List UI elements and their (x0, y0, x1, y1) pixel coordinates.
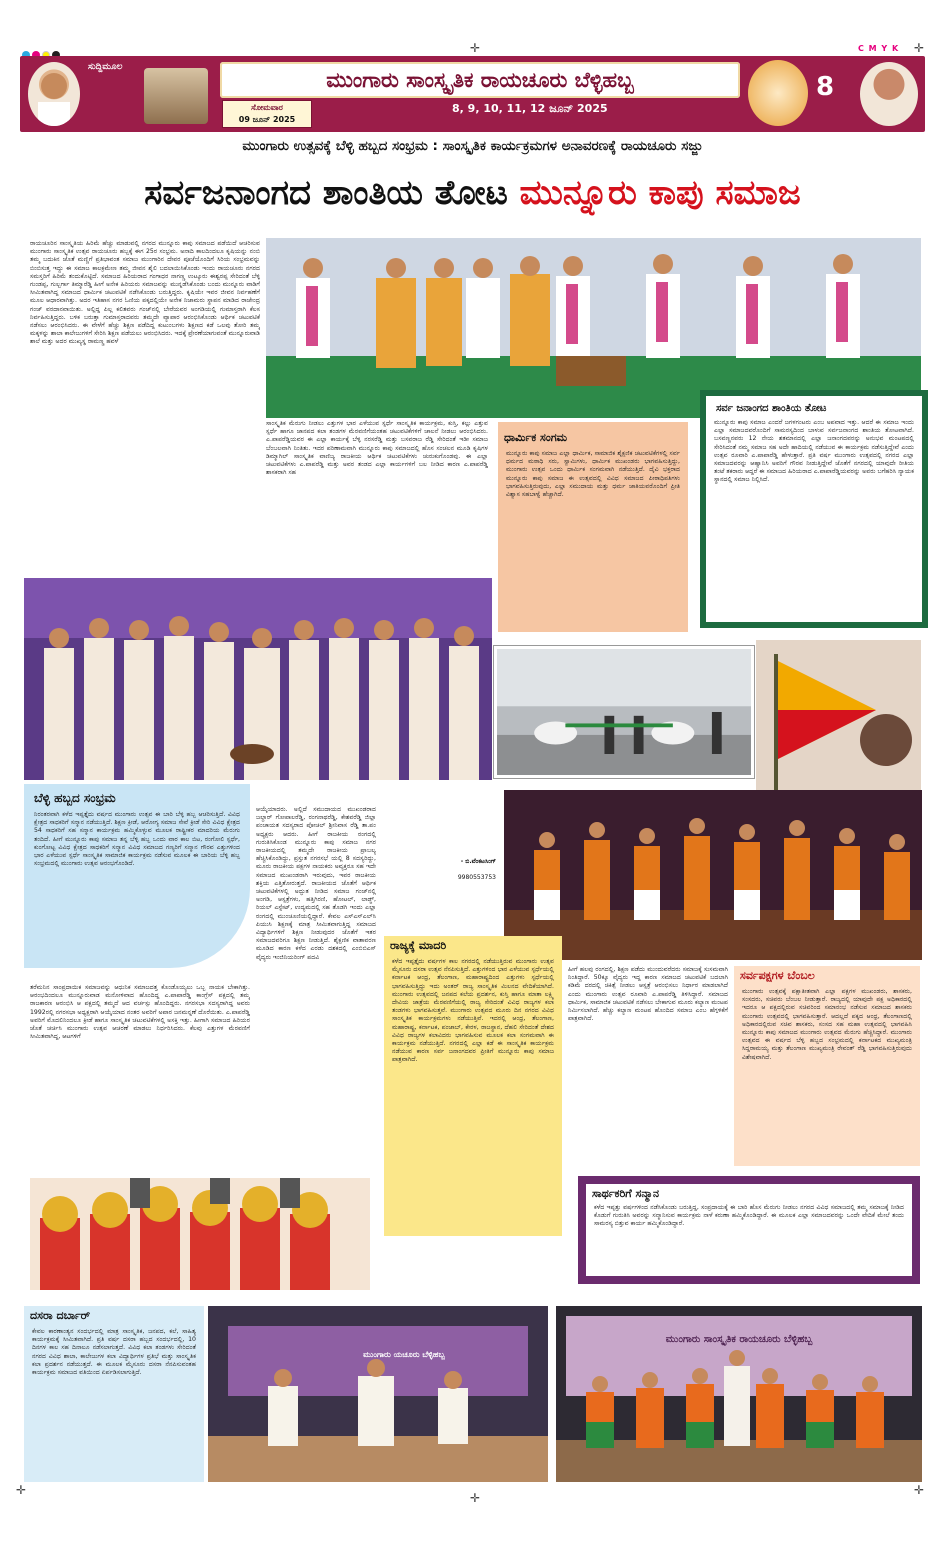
box-silver (24, 784, 250, 968)
festival-dates: 8, 9, 10, 11, 12 ಜೂನ್ 2025 (452, 102, 608, 115)
box-parties-title: ಸರ್ವಪಕ್ಷಗಳ ಬೆಂಬಲ (740, 969, 815, 982)
stage-banner-left: ಮುಂಗಾರು ಯಚೂರು ಬೆಳ್ಳಿಹಬ್ಬ (363, 1350, 445, 1359)
box-religious-title: ಧಾರ್ಮಿಕ ಸಂಗಮ (504, 431, 568, 444)
headline (20, 162, 925, 224)
kicker: ಮುಂಗಾರು ಉತ್ಸವಕ್ಕೆ ಬೆಳ್ಳಿ ಹಬ್ಬದ ಸಂಭ್ರಮ : ಸಾಂಸ್ಕೃತಿಕ ಕಾರ್ಯಕ್ರಮಗಳ ಅನಾವರಣಕ್ಕೆ ರಾಯಚೂರು ಸಜ್ಜು (242, 138, 703, 154)
box-parties-text: ಮುಂಗಾರು ಉತ್ಸವಕ್ಕೆ ಪಕ್ಷಾತೀತವಾಗಿ ಎಲ್ಲಾ ಪಕ್ಷಗಳ ಮುಖಂಡರು, ಶಾಸಕರು, ಸಂಸದರು, ಸಚಿವರು ಬೆಂಬಲ ನೀಡುತ್ತಾರೆ. ರಾಜ್ಯದಲ್ಲಿ ಯಾವುದೇ ಪಕ್ಷ ಅಧಿಕಾರದಲ್ಲಿ ಇದರೂ ಆ ಪಕ್ಷದಲ್ಲಿರುವ ಸಚಿವರಿಂದ ಸಮಾರಂಭ ನಡೆಸುವ ಸಮಾಜದ ಶಾಸಕರು ಮುಂಗಾರು ಉತ್ಸವದಲ್ಲಿ ಭಾಗವಹಿಸುತ್ತಾರೆ. ಆದಲ್ಲದೆ ಪಕ್ಕದ ಆಂಧ್ರ, ತೆಲಂಗಾಣದಲ್ಲಿ ಅಧಿಕಾರದಲ್ಲಿರುವ ಸಚಿವ ಶಾಸಕರು, ಸಂಸದ ಸಹ ಮಹಾ ಉತ್ಸವದಲ್ಲಿ ಭಾಗವಹಿಸಿ ಮುನ್ನೂರು ಕಾಪು ಸಮಾಜದ ಮುಂಗಾರು ಉತ್ಸವದ ಮೆರುಗು ಹೆಚ್ಚಿಸಿದ್ದಾರೆ. ಮುಂಗಾರು ಉತ್ಸವದ ಈ ವರ್ಷದ ಬೆಳ್ಳಿ ಹಬ್ಬದ ಸಂಭ್ರಮದಲ್ಲಿ ಕರ್ನಾಟಕದ ಮುಖ್ಯಮಂತ್ರಿ ಸಿದ್ದರಾಮಯ್ಯ ಮತ್ತು ತೆಲಂಗಾಣ ಮುಖ್ಯಮಂತ್ರಿ ರೇವಂತ್ ರೆಡ್ಡಿ ಭಾಗವಹಿಸುತ್ತಿರುವುದು ವಿಶೇಷವಾಗಿದೆ. (742, 988, 912, 1061)
date-label: 09 ಜೂನ್ 2025 (238, 115, 296, 124)
box-state-text: ಕಳೆದ ಇಪ್ಪತ್ತೈದು ವರ್ಷಗಳ ಕಾಲ ನಗರದಲ್ಲಿ ನಡೆಯುತ್ತಿರುವ ಮುಂಗಾರು ಉತ್ಸವ ಮೈಸೂರು ದಸರಾ ಉತ್ಸವ ನೆನಪಿಸುತ್ತಿದೆ. ಎತ್ತುಗಳಿಂದ ಭಾರ ಎಳೆಯುವ ಸ್ಪರ್ಧೆಯಲ್ಲಿ ಕರ್ನಾಟಕ ಆಂಧ್ರ, ತೆಲಂಗಾಣ, ಮಹಾರಾಷ್ಟ್ರದಿಂದ ಎತ್ತುಗಳು ಸ್ಪರ್ಧೆಯಲ್ಲಿ ಭಾಗವಹಿಸುತ್ತಿದ್ದು ಇದು ಅಂತರ್ ರಾಜ್ಯ ಸಾಂಸ್ಕೃತಿಕ ಮಿಲನದ ವೇದಿಕೆಯಾಗಿದೆ. ಮುಂಗಾರು ಉತ್ಸವದಲ್ಲಿ ಜನಪದ ಕಲೆಯ ಪ್ರದರ್ಶನ, ಕುಸ್ತಿ ಹಾಗೂ ಮಾತಾ ಲಕ್ಷ್ಮಿ ದೇವಿಯ ಜಾತ್ರೆಯ ಮೆರವಣಿಗೆಯಲ್ಲಿ ರಾಜ್ಯ ಸೇರಿದಂತೆ ವಿವಿಧ ರಾಜ್ಯಗಳ ಕಲಾ ತಂಡಗಳು ಭಾಗವಹಿಸುತ್ತವೆ. ಮುಂಗಾರು ಉತ್ಸವದ ಮೂರು ದಿನ ನಗರದ ವಿವಿಧ ಸಾಂಸ್ಕೃತಿಕ ಕಾರ್ಯಕ್ರಮಗಳು ನಡೆಯುತ್ತಿವೆ. ಇದರಲ್ಲಿ ಆಂಧ್ರ, ತೆಲಂಗಾಣ, ಮಹಾರಾಷ್ಟ್ರ, ಕರ್ನಾಟಕ, ಪಂಜಾಬ್, ಕೇರಳ, ರಾಜಸ್ಥಾನ, ದೆಹಲಿ ಸೇರಿದಂತೆ ದೇಶದ ವಿವಿಧ ರಾಜ್ಯಗಳ ಕಲಾವಿದರು ಭಾಗವಹಿಸುವ ಮೂಲಕ ಕಲಾ ಸಂಗಮವಾಗಿ ಈ ಕಾರ್ಯಕ್ರಮ ನಡೆಯುತ್ತಿದೆ. ನಗರದಲ್ಲಿ ಎಲ್ಲಾ ಕಡೆ ಈ ಸಾಂಸ್ಕೃತಿಕ ಕಾರ್ಯಕ್ರಮ ನಡೆಯುವ ಕಾರಣ ಸರ್ವ ಜನಾಂಗದವರ ಪ್ರೀತಿಗೆ ಮುನ್ನೂರು ಕಾಪು ಸಮಾಜ ಪಾತ್ರವಾಗಿದೆ. (392, 958, 554, 1064)
box-honour-text: ಕಳೆದ ಇಪ್ಪತ್ತು ವರ್ಷಗಳಿಂದ ನಡೆಸಿಕೊಂಡು ಬರುತ್ತಿದ್ದ, ಸಂಪ್ರದಾಯಕ್ಕೆ ಈ ಬಾರಿ ಹೊಸ ಮೆರುಗು ನೀಡಲು ನಗರದ ವಿವಿಧ ಸಮಾಜದಲ್ಲಿ ತಮ್ಮ ಸಮಾಜಕ್ಕೆ ನೀಡಿದ ಕೊಡುಗೆ ಗುರುತಿಸಿ ಅವರನ್ನು ಸನ್ಮಾನಿಸುವ ಕಾರ್ಯಕ್ರಮ ನಾಳೆ ಕರುಣಾ ಹಮ್ಮಿಕೊಂಡಿದ್ದಾರೆ. ಈ ಮೂಲಕ ಎಲ್ಲಾ ಸಮಾಜದವರನ್ನು ಒಂದೇ ವೇದಿಕೆ ಮೇಲೆ ತಂದು ಸಾಮರಸ್ಯ ಬಿತ್ತುವ ಕಾರ್ಯ ಹಮ್ಮಿಕೊಂಡಿದ್ದಾರೆ. (594, 1204, 904, 1228)
box-honour-title: ಸಾರ್ಥಕರಿಗೆ ಸನ್ಮಾನ (592, 1187, 659, 1200)
yakshagana-photo (30, 1178, 370, 1290)
masthead-dancer (748, 60, 808, 126)
box-dasara (24, 1306, 204, 1482)
masthead-title: ಮುಂಗಾರು ಸಾಂಸ್ಕೃತಿಕ ರಾಯಚೂರು ಬೆಳ್ಳಿಹಬ್ಬ (326, 68, 634, 92)
stage-banner-right: ಮುಂಗಾರು ಸಾಂಸ್ಕೃತಿಕ ರಾಯಚೂರು ಬೆಳ್ಳಿಹಬ್ಬ (665, 1334, 813, 1345)
box-dasara-title: ದಸರಾ ದರ್ಬಾರ್ (30, 1309, 91, 1322)
masthead-title-panel (220, 62, 740, 98)
box-parties (734, 966, 920, 1166)
bullock-race-photo (494, 646, 754, 778)
box-honour (578, 1176, 920, 1284)
box-silver-title: ಬೆಳ್ಳಿ ಹಬ್ಬದ ಸಂಭ್ರಮ (34, 791, 116, 805)
lead-article-col2: ಸಾಂಸ್ಕೃತಿಕ ಮೆರುಗು ನೀಡಲು ಎತ್ತುಗಳ ಭಾರ ಎಳೆಯುವ ಸ್ಪರ್ಧೆ ಸಾಂಸ್ಕೃತಿಕ ಕಾರ್ಯಕ್ರಮ, ಕುಸ್ತಿ, ಕಲ್ಲು ಎತ್ತುವ ಸ್ಪರ್ಧೆ ಹಾಗೂ ಜಾನಪದ ಕಲಾ ತಂಡಗಳ ಮೆರವಣಿಗೆಯಂತಹ ಚಟುವಟಿಕೆಗಳಿಗೆ ಚಾಲನೆ ನೀಡಲು ಆರಂಭಿಸಿದರು. ಎ.ಪಾಪರೆಡ್ಡಿಯವರ ಈ ಎಲ್ಲಾ ಕಾರ್ಯಕ್ಕೆ ಬೆಳ್ಳಿ ನರಸರೆಡ್ಡಿ ಮತ್ತು ಬಸವರಾಜ ರೆಡ್ಡಿ ಸೇರಿದಂತೆ ಇಡೀ ಸಮಾಜ ಬೆಂಬಲವಾಗಿ ನಿಂತಿತು. ಇದರ ಪರಿಣಾಮವಾಗಿ ಮುನ್ನೂರು ಕಾಪು ಸಮಾಜದಲ್ಲಿ ಹೊಸ ಸಂಚಲನ ಮೂಡಿ ಕೃಷಿಗಳ ಡಿಮ್ಮಾಗಿಲ್ ಸಾಂಸ್ಕೃತಿಕ ವಾಣಿಜ್ಯ ರಾಜಕೀಯ ಆರ್ಥಿಕ ಚಟುವಟಿಕೆಗಳು ಚುರುಕುಗೊಂಡವು. ಈ ಎಲ್ಲಾ ಚಟುವಟಿಕೆಗಳು ಎ.ಪಾಪರೆಡ್ಡಿ ಮತ್ತು ಅವರ ತಂಡದ ಎಲ್ಲಾ ಕಾರ್ಯಗಳಿಗೆ ಬಲ ನೀಡಿದ ಕಾರಣ ಎ.ಪಾಪರೆಡ್ಡಿ ಶಾಸಕರಾಗಿ ಸಹ (266, 420, 488, 477)
masthead-photo (144, 68, 208, 124)
lead-article-col1: ರಾಯಚೂರಿನ ಸಾಂಸ್ಕೃತಿಯ ಹಿರಿಮೆ ಹೆಚ್ಚು ಮಾಡುವಲ್ಲಿ ನಗರದ ಮುನ್ನೂರು ಕಾಪು ಸಮಾಜದ ಪಡೆಯಿದೆ ಆಚರಿಸುವ ಮುಂಗಾರು ಸಾಂಸ್ಕೃತಿಕ ಉತ್ಸವ ರಾಯಚೂರು ಹಬ್ಬಕ್ಕೆ ಈಗ 25ರ ಸಂಭ್ರಮ. ಅನಾದಿ ಕಾಲದಿಂದಲೂ ಕೃಷಿಯನ್ನು ನಂಬಿ ತಮ್ಮ ಬದುಕಿನ ಜೊತೆ ಮಣ್ಣಿಗೆ ಪ್ರತಿಭಾವಂತ ಸಮಾಜ ಮುಂಗಾರಿನ ದೇವರ ಪೂಜೆಯೊಂದಿಗೆ ಸಿರಿಯ ಸಂಭ್ರಮವನ್ನು ಬಿಂಬಿಸುತ್ತ ಇದ್ದು ಈ ಸಮಾಜ ಕಾಲಕ್ರಮೇಣ ತಮ್ಮ ಜೀವನ ಶೈಲಿ ಬದಲಾಯಿಸಿಕೊಂಡು ಇಂದು ರಾಯಚೂರು ನಗರದ ಸಮಸ್ತರಿಗೆ ಹಿರಿಮೆ ತಂದುಕೊಟ್ಟಿದೆ. ಸಮಾಜದ ಹಿರಿಯರಾದ ಗಂಗಾಧರ ನಾಗಣ್ಣ ಉಟ್ಕೂರು ಈಶ್ವರಪ್ಪ ಸೇರಿದಂತೆ ಬೆಳ್ಳಿ ಗುಂಡಪ್ಪ, ಗುಲ್ಬರ್ಗಾ ತಿಮ್ಮಾರೆಡ್ಡಿ ಹೀಗೆ ಅನೇಕ ಹಿರಿಯರು ಸಮಾಜವನ್ನು ಮುನ್ನಡೆಸಿಕೊಂಡು ಬಂದು ಮುನ್ನೂರು ವಾಡಿಗೆ ಸೀಮಿತವಾಗಿದ್ದ ಸಮಾಜದ ಧಾರ್ಮಿಕ ಚಟುವಟಿಕೆ ನಡೆಸಿಕೊಂಡು ಬರುತ್ತಿದ್ದರು. ಕೃಷಿಯೇ ಇವರ ಜೀವನ ನಿರ್ವಹಣೆಗೆ ಮೂಲ ಆಧಾರವಾಗಿತ್ತು. ಅದರ ಇತಿಹಾಸ ನಗರ ಓಣಿಯ ಪಕ್ಕದಲ್ಲಿಯೇ ಅನೇಕ ನಿಜಾಮರು ಸ್ಥಾಪನ ಮಾಡಿದ ರಾಜೇಂದ್ರ ಗಂಜ್ ವರದಾನವಾಯಿತು. ಅಲ್ಲಿದ್ದ ಪಿಲ್ಲ ಕಲಿತವರು ಗಂಜ್‌ನಲ್ಲಿ ಬೇರೆಯವರ ಅಂಗಡಿಯಲ್ಲಿ ಗುಮಾಸ್ತರಾಗಿ ಕೆಲಸ ನಿರ್ವಹಿಸುತ್ತಿದ್ದರು. ಬಳಿಕ ಬರುತ್ತಾ ಗುಮಾಸ್ತರಾದವರು ತಮ್ಮದೇ ವ್ಯಾಪಾರ ಆರಂಭಿಸಿಕೊಂಡು ಆರ್ಥಿಕ ಚಟುವಟಿಕೆ ನಡೆಸಲು ಆರಂಭಿಸಿದರು. ಈ ವೇಳೆಗೆ ಹೆಚ್ಚು ಶಿಕ್ಷಣ ಪಡೆದಿದ್ದ ಕುಟುಂಬಗಳು ಶಿಕ್ಷಣದ ಕಡೆ ಒಲವು ತೋರಿ ತಮ್ಮ ಮಕ್ಕಳನ್ನು ಶಾಲಾ ಕಾಲೇಜುಗಳಿಗೆ ಸೇರಿಸಿ ಶಿಕ್ಷಣ ಪಡೆಯಲು ಆರಂಭಿಸಿದರು. ಇದಕ್ಕೆ ಪ್ರೇರಣೆಯಾಗುವಂತೆ ಮುನ್ನೂರುವಾಡಿ ಶಾಲೆ ಮತ್ತು ಅದರ ಮುಖ್ಯಸ್ಥ ರಾಮಣ್ಣ ಹವಳೆ (30, 240, 260, 346)
box-dasara-text: ಕೇವಲ ಕಾರಣಾಂತ್ಯನ ಸಂದರ್ಭದಲ್ಲಿ ಮಾತ್ರ ಸಾಂಸ್ಕೃತಿಕ, ಜನಪದ, ಕಲೆ, ಸಾಹಿತ್ಯ ಕಾರ್ಯಕ್ರಮಕ್ಕೆ ಸೀಮಿತವಾಗಿದೆ. ಪ್ರತಿ ವರ್ಷ ದಸರಾ ಹಬ್ಬದ ಸಂದರ್ಭದಲ್ಲಿ, 10 ದಿನಗಳ ಕಾಲ ಸಹ ದಿನಾಲೂ ನಡೆಸಲಾಗುತ್ತದೆ. ವಿವಿಧ ಕಲಾ ತಂಡಗಳು ಸೇರಿದಂತೆ ನಗರದ ವಿವಿಧ ಶಾಲಾ, ಕಾಲೇಜುಗಳ ಕಲಾ ವಿದ್ಯಾರ್ಥಿಗಳ ಪ್ರತಿಭೆ ಮತ್ತು ಸಾಂಸ್ಕೃತಿಕ ಕಲಾ ಪ್ರದರ್ಶನ ನಡೆಯುತ್ತದೆ. ಈ ಮೂಲಕ ಮೈಸೂರು ದಸರಾ ನೆನಪಿಸುವಂತಹ ಕಾರ್ಯಕ್ರಮ ಸಮಾಜದ ವತಿಯಿಂದ ಏರ್ಪಡಿಸಲಾಗುತ್ತಿದೆ. (32, 1328, 196, 1377)
headline-black: ಸರ್ವಜನಾಂಗದ ಶಾಂತಿಯ ತೋಟ (144, 173, 508, 213)
box-religious-text: ಮುನ್ನೂರು ಕಾಪು ಸಮಾಜ ಎಲ್ಲಾ ಧಾರ್ಮಿಕ, ಸಾಮಾಜಿಕ ಶೈಕ್ಷಣಿಕ ಚಟುವಟಿಕೆಗಳಲ್ಲಿ ಸರ್ವ ಧರ್ಮದ ಮಠಾಧಿ ಸರು, ಸ್ವಾಮಿಗಳು, ಧಾರ್ಮಿಕ ಮುಖಂಡರು ಭಾಗವಹಿಸುತ್ತಿದ್ದು, ಮುಂಗಾರು ಉತ್ಸವ ಒಂದು ಧಾರ್ಮಿಕ ಸಂಗಮವಾಗಿ ನಡೆಯುತ್ತಿದೆ. ದೈವಿ ಭಕ್ತರಾದ ಮುನ್ನೂರು ಕಾಪು ಸಮಾಜ ಈ ಉತ್ಸವದಲ್ಲಿ ವಿವಿಧ ಸಮಾಜದ ಪೀಠಾಧಿಪತಿಗಳು ಭಾಗವಹಿಸುತ್ತಿರುವುದು, ಎಲ್ಲಾ ಸಮುದಾಯ ಮತ್ತು ಧರ್ಮ ಜಾತಿಯವರೊಂದಿಗೆ ಪ್ರೀತಿ ವಿಶ್ವಾಸ ಸಹಬಾಳ್ವೆ ಹೆಚ್ಚಾಗಿದೆ. (506, 450, 680, 499)
date-badge (222, 100, 312, 128)
mid-article-col-b: ತರೆಮನಿನ ಸಾಂಪ್ರದಾಯಿಕ ಸಮಾಜವನ್ನು ಆಧುನಿಕ ಸಮಾಜದತ್ತ ಕೊಂಡೊಯ್ಯಲು ಒಬ್ಬ ನಾಯಕ ಬೇಕಾಗಿತ್ತು. ಆರಂಭದಿಂದಲೂ ಮುನ್ನೂರುವಾಡ ಮನೋಳಿವಾದ ಹೊಂದಿದ್ದ ಎ.ಪಾಪಾರೆಡ್ಡಿ ಕಾಂಗ್ರೆಸ್ ಪಕ್ಷದಲ್ಲಿ ತಮ್ಮ ರಾಜಕಾರಣ ಆರಂಭಿಸಿ ಆ ಪಕ್ಷದಲ್ಲಿ ತಮ್ಮದೆ ಆದ ವರ್ಚಸ್ಸು ಹೊಂದಿದ್ದರು. ನಗರಸಭಾ ಸದಸ್ಯರಾಗಿದ್ದ ಅವರು 1992ರಲ್ಲಿ ನಗರಸಭಾ ಅಧ್ಯಕ್ಷರಾಗಿ ಆಯ್ಕೆಯಾದ ನಂತರ ಅವರಿಗೆ ಅಪಾರ ಜನಮನ್ನಣೆ ದೊರೆಯಿತು. ಎ.ಪಾಪರೆಡ್ಡಿ ಅವರಿಗೆ ಮೊದಲಿನಿಂದಲೂ ಕ್ರೀಡೆ ಹಾಗೂ ಸಾಂಸ್ಕೃತಿಕ ಚಟುವಟಿಕೆಗಳಲ್ಲಿ ಅಸಕ್ತಿ ಇತ್ತು. ಹೀಗಾಗಿ ಸಮಾಜದ ಹಿರಿಯರ ಜೊತೆ ಚರ್ಚಿಸಿ ಮುಂಗಾರು ಉತ್ಸವ ಆಚರಣೆ ಮಾಡಲು ನಿರ್ಧರಿಸಿದರು. ಕೆಲವು ಎತ್ತುಗಳ ಮೆರವಣಿಗೆ ಸೀಮಿತವಾಗಿದ್ದ, ಆಟಗಳಿಗೆ (30, 984, 250, 1041)
masthead-portrait-right (860, 62, 918, 126)
cmyk-label: C M Y K (858, 44, 900, 53)
box-silver-text: ನಿರಂತರವಾಗಿ ಕಳೆದ ಇಪ್ಪತ್ತೈದು ವರ್ಷದ ಮುಂಗಾರು ಉತ್ಸವ ಈ ಬಾರಿ ಬೆಳ್ಳಿ ಹಬ್ಬ ಆಚರಿಸುತ್ತಿದೆ. ವಿವಿಧ ಕ್ಷೇತ್ರದ ಸಾಧಕರಿಗೆ ಸನ್ಮಾನ ನಡೆಯುತ್ತಿದೆ. ಶಿಕ್ಷಣ ಕ್ರೀಡೆ, ಆರೋಗ್ಯ ಸಮಾಜ ಸೇವೆ ಕ್ರೀಡೆ ಸೇರಿ ವಿವಿಧ ಕ್ಷೇತ್ರದ 54 ಸಾಧಕರಿಗೆ ಸಹ ಸನ್ಮಾನ ಕಾರ್ಯಕ್ರಮ ಹಮ್ಮಿಕೊಳ್ಳುವ ಮೂಲಕ ರಾಷ್ಟ್ರೀಕರ ಮಾದರಿಯ ಮೆರುಗು ತಂದಿದೆ. ಹೀಗೆ ಮುನ್ನೂರು ಕಾಪು ಸಮಾಜ ತನ್ನ ಬೆಳ್ಳಿ ಹಬ್ಬ ಒಂದು ವಾರ ಕಾಲ ಬಿಟ, ರಂಗೋಲಿ ಸ್ಪರ್ಧೆ, ಕುಂಗೋಟ್ಟ ವಿವಿಧ ಕ್ಷೇತ್ರದ ಸಾಧಕರಿಗೆ ಸನ್ಮಾನ ವಿವಿಧ ಸಮಾಜದ ಗಣ್ಯರಿಗೆ ಸನ್ಮಾನ ಗೌರವ ಎತ್ತುಗಳಿಂದ ಭಾರ ಎಳೆಯುವ ಸ್ಪರ್ಧೆ ಸಾಂಸ್ಕೃತಿಕ ಸಾಮಾಜಿಕ ಕಾರ್ಯಕ್ರಮ ನಡೆಸುವ ಮೂಲಕ ಈ ಬಾರಿಯ ಬೆಳ್ಳಿ ಹಬ್ಬ ಸಂಭ್ರಮದಲ್ಲಿ ಮುಂಗಾರು ಉತ್ಸವ ಆರಂಭಗೊಂಡಿದೆ. (34, 811, 240, 868)
mid-article-col-a: ಆಯ್ಕೆಯಾದರು. ಅಲ್ಲಿದೆ ಸಮುದಾಯದ ಮುಖಂಡರಾದ ಜಲ್ದಾರ್ ಗೋಪಾಲರೆಡ್ಡಿ, ರಂಗನಾಥರೆಡ್ಡಿ, ಕೇಶವರೆಡ್ಡಿ ಜಿಲ್ಲಾ ಪಂಚಾಯತ ಸದಸ್ಯರಾದ ಪೋಚಲ್ ಶ್ರೀನಿವಾಸ ರೆಡ್ಡಿ ತಾ.ಪಂ ಅಧ್ಯಕ್ಷರು ಆದರು. ಹೀಗೆ ರಾಜಕೀಯ ರಂಗದಲ್ಲಿ ಗುರುತಿಸಿಕೊಂಡ ಮುನ್ನೂರು ಕಾಪು ಸಮಾಜ ನಗರ ರಾಜಕೀಯದಲ್ಲಿ ತಮ್ಮದೇ ರಾಜಕೀಯ ಪ್ರಾಬಲ್ಯ ಹೆಚ್ಚಿಸಿಕೊಂಡಿದ್ದು, ಪ್ರಸ್ತುತ ನಗರಸಭೆ ಯಲ್ಲಿ 8 ಸದಸ್ಯರಿದ್ದು, ಮೂರು ರಾಜಕೀಯ ಪಕ್ಷಗಳ ನಾಯಕರು ಅವ್ಯಕ್ತರೂ ಸಹ ಇದೇ ಸಮಾಜದ ಮುಖಂಡರಾಗಿ ಇರುವುದು, ಇವರ ರಾಜಕೀಯ ಶಕ್ತಿಯ ಎತ್ತಿತೋರುತ್ತದೆ. ರಾಜಕೀಯದ ಜೊತೆಗೆ ಆರ್ಥಿಕ ಚಟುವಟಿಕೆಗಳಲ್ಲಿ ಅದ್ಭುತ ನೀಡಿದ ಸಮಾಜ ಗಂಜ್‌ನಲ್ಲಿ ಅಂಗಡಿ, ಆಸ್ಪತ್ರೆಗಳು, ಹತ್ತಿಗಿರಣಿ, ಹೋಟಲ್, ಲಾಡ್ಜ್, ರಿಯಲ್ ಎಸ್ಟೇಟ್, ಉದ್ಯಮದಲ್ಲಿ ಸಹ ತೊಡಗಿ ಇಂದು ಎಲ್ಲಾ ರಂಗದಲ್ಲಿ ಮುಂಚೂಣಿಯಲ್ಲಿದ್ದಾರೆ. ಕೇವಲ ಎಸ್‌ಎಸ್‌ಎಲ್‌ಸಿ ಪಿಯುಸಿ ಶಿಕ್ಷಣಕ್ಕೆ ಮಾತ್ರ ಸೀಮಿತವಾಗುತ್ತಿದ್ದ ಸಮಾಜದ ವಿದ್ಯಾರ್ಥಿಗಳಿಗೆ ಶಿಕ್ಷಣ ನೀಡುವುದರ ಜೊತೆಗೆ ಇತರ ಸಮಾಜದವರಿಗೂ ಶಿಕ್ಷಣ ನೀಡುತ್ತಿದೆ. ಶೈಕ್ಷಣಿಕ ವಾತಾವರಣ ಮೂಡಿದ ಕಾರಣ ಕಳೆದ ಎರಡು ದಶಕದಲ್ಲಿ ಎಂಬಿಬಿಎಸ್ ವೈದ್ಯರು ಇಂಜಿನಿಯರಿಂಗ್ ಪದವಿ (256, 806, 376, 961)
box-garden (700, 390, 928, 628)
registration-mark: ✛ (470, 1491, 481, 1505)
page-number: 8 (816, 72, 835, 102)
box-state-title: ರಾಜ್ಯಕ್ಕೆ ಮಾದರಿ (390, 939, 447, 952)
masthead-logo: ಸುದ್ದಿಮೂಲ (88, 62, 123, 72)
box-garden-text: ಮುನ್ನೂರು ಕಾಪು ಸಮಾಜ ಎಂದರೆ ಜಗಳಗಂಟರು ಎಂಬ ಅಪವಾದ ಇತ್ತು. ಆದರೆ ಈ ಸಮಾಜ ಇಂದು ಎಲ್ಲಾ ಸಮಾಜದವರೊಂದಿಗೆ ಸಾಮರಸ್ಯದಿಂದ ಬಾಳುವ ಸರ್ವಜನಾಂಗದ ಶಾಂತಿಯ ತೋಟವಾಗಿದೆ. ಬಸವಣ್ಣನವರು 12 ನೇಯ ಶತಮಾನದಲ್ಲಿ ಎಲ್ಲಾ ಜನಾಂಗದವರನ್ನು ಅನುಭವ ಮಂಟಪದಲ್ಲಿ ಸೇರಿಸಿದಂತೆ ನಮ್ಮ ಸಮಾಜ ಸಹ ಅದೇ ಹಾದಿಯಲ್ಲಿ ನಡೆಯುವ ಈ ಕಾರ್ಯಕ್ರಮ ನಡೆಸುತ್ತಿದ್ದೇವೆ ಎಂದು ಉತ್ಸವ ರೂವಾರಿ ಎ.ಪಾಪಾರೆಡ್ಡಿ ಹೇಳುತ್ತಾರೆ. ಪ್ರತಿ ವರ್ಷ ಮುಂಗಾರು ಉತ್ಸವದಲ್ಲಿ ನಗರದ ಎಲ್ಲಾ ಸಮಾಜದವರನ್ನು ಆಹ್ವಾನಿಸಿ ಅವರಿಗೆ ಗೌರವ ನೀಡುತ್ತಿದ್ದೇವೆ ಜೊತೆಗೆ ನಗರದಲ್ಲಿ ಯಾವುದೇ ರೀತಿಯ ತಂಟೆ ತಕರಾರು ಆದ್ದರೆ ಈ ಸಮಾಜದ ಹಿರಿಯರಾದ ಎ.ಪಾಪಾರೆಡ್ಡಿಯವರನ್ನು ಅವರು ಬಗೆಹರಿಸಿ ನ್ಯಾಯಕ ಸ್ಥಾನದಲ್ಲಿ ಸಮಾಜ ನಿಲ್ಲಿಸಿದೆ. (714, 419, 914, 484)
day-label: ಸೋಮವಾರ (251, 103, 283, 112)
registration-mark: ✛ (470, 41, 481, 55)
masthead-portrait-left (28, 62, 80, 126)
box-state (384, 936, 562, 1236)
box-religious (498, 422, 688, 632)
registration-mark: ✛ (914, 41, 925, 55)
stage-dance-photo-left (208, 1306, 548, 1482)
author-credit (380, 858, 496, 881)
registration-mark: ✛ (914, 1483, 925, 1497)
registration-mark: ✛ (16, 1483, 27, 1497)
author-phone: 9980553753 (457, 874, 496, 881)
box-garden-title: ಸರ್ವ ಜನಾಂಗದ ಶಾಂತಿಯ ತೋಟ (716, 403, 827, 414)
flag-photo (756, 640, 921, 800)
author-name: - ಬಿ.ವೆಂಕಟಸಿಂಗ್ (460, 858, 496, 865)
stage-dance-photo-right (556, 1306, 922, 1482)
headline-red: ಮುನ್ನೂರು ಕಾಪು ಸಮಾಜ (519, 173, 801, 213)
inauguration-photo (24, 578, 492, 780)
dancers-stage-photo (504, 790, 922, 960)
masthead (20, 56, 925, 132)
right-article: ಹೀಗೆ ಹಲವು ರಂಗದಲ್ಲಿ, ಶಿಕ್ಷಣ ಪಡೆದು ಮುಂದುವರೆದರು ಸಮಾಜಕ್ಕೆ ಸುಸಮವಾಗಿ ನಿಂತಿದ್ದಾರೆ. 50ಕ್ಕೂ ವೈದ್ಯರು ಇದ್ದ ಕಾರಣ ಸಮಾಜದ ಚಟುವಟಿಕೆ ಬದಲಾಗಿ ಕಡಿಮೆ ದರದಲ್ಲಿ ಚಿಕಿತ್ಸೆ ನೀಡಲು ಆಸ್ಪತ್ರೆ ಆರಂಭಿಸಲು ನಿರ್ಧಾರ ಮಾಡಲಾಗಿದೆ ಎಂದು ಮುಂಗಾರು ಉತ್ಸವ ರೂವಾರಿ ಎ.ಪಾಪರೆಡ್ಡಿ ತಿಳಿಸಿದ್ದಾರೆ. ಸಮಾಜದ ಧಾರ್ಮಿಕ, ಸಾಮಾಜಿಕ ಚಟುವಟಿಕೆ ನಡೆಸಲು ಬೇಕಾಗುವ ಮೂರು ಕಲ್ಯಾಣ ಮಂಟಪ ನಿರ್ಮಿಸಲಾಗಿದೆ. ಹೆಚ್ಚು ಕಲ್ಯಾಣ ಮಂಟಪ ಹೊಂದಿದ ಸಮಾಜ ಎಂಬ ಹೆಗ್ಗಳಿಕೆಗೆ ಪಾತ್ರವಾಗಿದೆ. (568, 966, 728, 1023)
